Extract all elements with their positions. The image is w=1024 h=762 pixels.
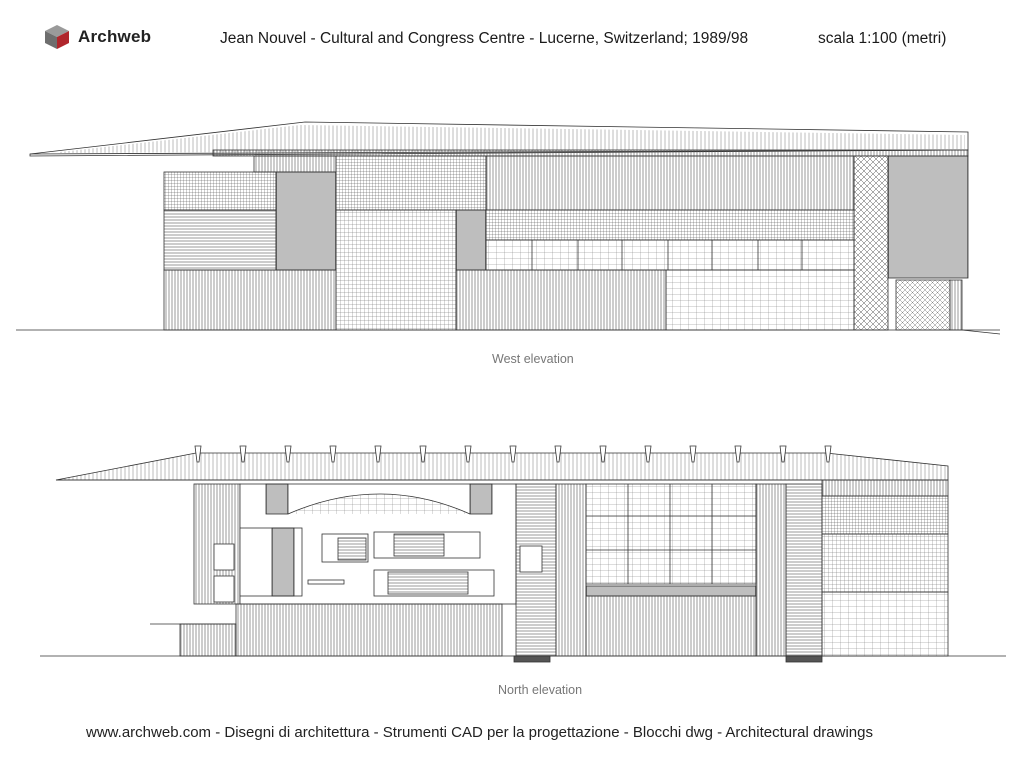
west-panel-a1 — [164, 172, 276, 210]
north-column-d — [786, 484, 822, 656]
west-ground-step — [962, 330, 1000, 334]
north-roof — [56, 453, 948, 480]
west-elevation — [16, 122, 1000, 334]
west-panel-d2 — [486, 210, 854, 240]
north-column-c — [756, 484, 786, 656]
north-elevation-caption: North elevation — [498, 683, 583, 697]
west-panel-c4 — [456, 270, 666, 330]
west-panel-d3 — [486, 240, 854, 270]
north-right-upper — [822, 496, 948, 534]
west-panel-f2 — [896, 280, 950, 330]
west-panel-b1 — [276, 172, 336, 270]
north-lower-band-mid — [586, 596, 756, 656]
north-glazed-hall — [586, 484, 756, 584]
north-left-annex — [180, 624, 236, 656]
north-right-top — [822, 480, 948, 496]
west-panel-b0 — [254, 156, 336, 172]
footer-text: www.archweb.com - Disegni di architettura - Strumenti CAD per la progettazione - Blocchi dwg - Architectural drawings — [86, 724, 873, 741]
north-column-b — [556, 484, 586, 656]
west-roof-ribs — [60, 125, 965, 153]
west-top-band — [213, 150, 968, 156]
north-elevation — [40, 446, 1006, 662]
west-panel-f1 — [888, 156, 968, 278]
north-right-mid — [822, 534, 948, 592]
west-panel-c3 — [456, 210, 486, 270]
scale-label: scala 1:100 (metri) — [818, 30, 947, 47]
west-panel-a3 — [164, 270, 336, 330]
west-panel-d4 — [666, 270, 854, 330]
west-elevation-caption: West elevation — [492, 352, 574, 366]
logo-text: Archweb — [78, 27, 152, 46]
north-right-lower — [822, 592, 948, 656]
west-panel-c2 — [336, 210, 456, 330]
west-panel-e1 — [854, 156, 888, 330]
west-panel-f3 — [950, 280, 962, 330]
drawing-title: Jean Nouvel - Cultural and Congress Centre - Lucerne, Switzerland; 1989/98 — [220, 30, 749, 47]
north-lower-band-left — [236, 604, 502, 656]
west-panel-d1 — [486, 156, 854, 210]
west-panel-a2 — [164, 210, 276, 270]
west-panel-c1 — [336, 156, 486, 210]
